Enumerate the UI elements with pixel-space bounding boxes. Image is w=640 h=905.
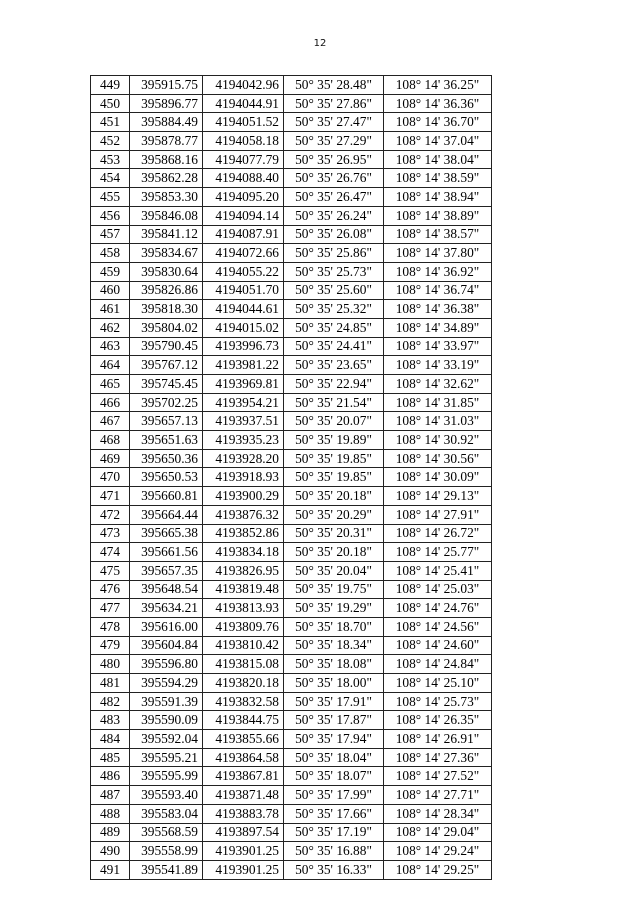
longitude-cell: 108° 14' 27.91" <box>384 505 492 524</box>
northing-cell: 4194058.18 <box>203 132 284 151</box>
table-row <box>91 636 492 655</box>
longitude-cell: 108° 14' 38.59" <box>384 169 492 188</box>
latitude-cell: 50° 35' 22.94" <box>284 375 384 394</box>
table-row <box>91 580 492 599</box>
latitude-cell: 50° 35' 20.04" <box>284 561 384 580</box>
longitude-cell: 108° 14' 30.56" <box>384 449 492 468</box>
easting-cell: 395595.99 <box>130 767 203 786</box>
table-row <box>91 244 492 263</box>
latitude-cell: 50° 35' 19.75" <box>284 580 384 599</box>
longitude-cell: 108° 14' 29.04" <box>384 823 492 842</box>
easting-cell: 395915.75 <box>130 76 203 95</box>
easting-cell: 395558.99 <box>130 842 203 861</box>
northing-cell: 4193935.23 <box>203 431 284 450</box>
longitude-cell: 108° 14' 24.60" <box>384 636 492 655</box>
longitude-cell: 108° 14' 37.04" <box>384 132 492 151</box>
latitude-cell: 50° 35' 20.07" <box>284 412 384 431</box>
easting-cell: 395541.89 <box>130 860 203 879</box>
latitude-cell: 50° 35' 25.32" <box>284 300 384 319</box>
latitude-cell: 50° 35' 26.47" <box>284 188 384 207</box>
point-number-cell: 483 <box>91 711 130 730</box>
northing-cell: 4194094.14 <box>203 206 284 225</box>
point-number-cell: 481 <box>91 674 130 693</box>
northing-cell: 4193852.86 <box>203 524 284 543</box>
latitude-cell: 50° 35' 26.24" <box>284 206 384 225</box>
table-row <box>91 711 492 730</box>
northing-cell: 4193871.48 <box>203 786 284 805</box>
longitude-cell: 108° 14' 36.25" <box>384 76 492 95</box>
table-row <box>91 524 492 543</box>
easting-cell: 395592.04 <box>130 730 203 749</box>
latitude-cell: 50° 35' 19.85" <box>284 468 384 487</box>
table-row <box>91 692 492 711</box>
easting-cell: 395568.59 <box>130 823 203 842</box>
table-row <box>91 599 492 618</box>
easting-cell: 395702.25 <box>130 393 203 412</box>
northing-cell: 4193901.25 <box>203 860 284 879</box>
northing-cell: 4193832.58 <box>203 692 284 711</box>
latitude-cell: 50° 35' 18.70" <box>284 617 384 636</box>
latitude-cell: 50° 35' 20.31" <box>284 524 384 543</box>
easting-cell: 395650.36 <box>130 449 203 468</box>
table-row <box>91 505 492 524</box>
easting-cell: 395862.28 <box>130 169 203 188</box>
latitude-cell: 50° 35' 17.19" <box>284 823 384 842</box>
easting-cell: 395830.64 <box>130 262 203 281</box>
latitude-cell: 50° 35' 20.18" <box>284 487 384 506</box>
table-row <box>91 356 492 375</box>
latitude-cell: 50° 35' 26.08" <box>284 225 384 244</box>
northing-cell: 4194051.70 <box>203 281 284 300</box>
longitude-cell: 108° 14' 24.84" <box>384 655 492 674</box>
latitude-cell: 50° 35' 20.18" <box>284 543 384 562</box>
point-number-cell: 450 <box>91 94 130 113</box>
northing-cell: 4193815.08 <box>203 655 284 674</box>
easting-cell: 395818.30 <box>130 300 203 319</box>
northing-cell: 4194051.52 <box>203 113 284 132</box>
latitude-cell: 50° 35' 26.95" <box>284 150 384 169</box>
latitude-cell: 50° 35' 19.89" <box>284 431 384 450</box>
latitude-cell: 50° 35' 21.54" <box>284 393 384 412</box>
latitude-cell: 50° 35' 25.60" <box>284 281 384 300</box>
point-number-cell: 467 <box>91 412 130 431</box>
table-row <box>91 318 492 337</box>
longitude-cell: 108° 14' 27.52" <box>384 767 492 786</box>
point-number-cell: 468 <box>91 431 130 450</box>
longitude-cell: 108° 14' 27.71" <box>384 786 492 805</box>
point-number-cell: 487 <box>91 786 130 805</box>
page-number: 12 <box>313 38 327 49</box>
longitude-cell: 108° 14' 33.97" <box>384 337 492 356</box>
latitude-cell: 50° 35' 18.08" <box>284 655 384 674</box>
latitude-cell: 50° 35' 17.91" <box>284 692 384 711</box>
easting-cell: 395745.45 <box>130 375 203 394</box>
table-row <box>91 225 492 244</box>
latitude-cell: 50° 35' 23.65" <box>284 356 384 375</box>
point-number-cell: 455 <box>91 188 130 207</box>
northing-cell: 4193900.29 <box>203 487 284 506</box>
table-row <box>91 543 492 562</box>
table-row <box>91 262 492 281</box>
table-row <box>91 655 492 674</box>
table-row <box>91 617 492 636</box>
point-number-cell: 462 <box>91 318 130 337</box>
latitude-cell: 50° 35' 25.86" <box>284 244 384 263</box>
table-row <box>91 113 492 132</box>
point-number-cell: 449 <box>91 76 130 95</box>
easting-cell: 395884.49 <box>130 113 203 132</box>
northing-cell: 4194042.96 <box>203 76 284 95</box>
easting-cell: 395593.40 <box>130 786 203 805</box>
table-row <box>91 300 492 319</box>
longitude-cell: 108° 14' 25.10" <box>384 674 492 693</box>
northing-cell: 4193883.78 <box>203 804 284 823</box>
northing-cell: 4193981.22 <box>203 356 284 375</box>
easting-cell: 395664.44 <box>130 505 203 524</box>
latitude-cell: 50° 35' 20.29" <box>284 505 384 524</box>
table-row <box>91 449 492 468</box>
northing-cell: 4194095.20 <box>203 188 284 207</box>
northing-cell: 4193954.21 <box>203 393 284 412</box>
coordinates-table <box>90 75 492 880</box>
easting-cell: 395868.16 <box>130 150 203 169</box>
point-number-cell: 482 <box>91 692 130 711</box>
longitude-cell: 108° 14' 25.77" <box>384 543 492 562</box>
latitude-cell: 50° 35' 24.41" <box>284 337 384 356</box>
table-row <box>91 674 492 693</box>
northing-cell: 4193813.93 <box>203 599 284 618</box>
longitude-cell: 108° 14' 27.36" <box>384 748 492 767</box>
latitude-cell: 50° 35' 28.48" <box>284 76 384 95</box>
longitude-cell: 108° 14' 29.25" <box>384 860 492 879</box>
table-row <box>91 412 492 431</box>
easting-cell: 395665.38 <box>130 524 203 543</box>
point-number-cell: 476 <box>91 580 130 599</box>
table-row <box>91 786 492 805</box>
point-number-cell: 490 <box>91 842 130 861</box>
point-number-cell: 458 <box>91 244 130 263</box>
northing-cell: 4193937.51 <box>203 412 284 431</box>
longitude-cell: 108° 14' 25.03" <box>384 580 492 599</box>
point-number-cell: 466 <box>91 393 130 412</box>
point-number-cell: 463 <box>91 337 130 356</box>
easting-cell: 395590.09 <box>130 711 203 730</box>
northing-cell: 4194044.91 <box>203 94 284 113</box>
northing-cell: 4193820.18 <box>203 674 284 693</box>
point-number-cell: 480 <box>91 655 130 674</box>
table-row <box>91 188 492 207</box>
latitude-cell: 50° 35' 18.04" <box>284 748 384 767</box>
easting-cell: 395583.04 <box>130 804 203 823</box>
table-row <box>91 730 492 749</box>
northing-cell: 4194044.61 <box>203 300 284 319</box>
point-number-cell: 489 <box>91 823 130 842</box>
longitude-cell: 108° 14' 30.09" <box>384 468 492 487</box>
point-number-cell: 474 <box>91 543 130 562</box>
easting-cell: 395896.77 <box>130 94 203 113</box>
easting-cell: 395648.54 <box>130 580 203 599</box>
easting-cell: 395846.08 <box>130 206 203 225</box>
longitude-cell: 108° 14' 26.35" <box>384 711 492 730</box>
point-number-cell: 478 <box>91 617 130 636</box>
latitude-cell: 50° 35' 27.86" <box>284 94 384 113</box>
easting-cell: 395650.53 <box>130 468 203 487</box>
table-row <box>91 337 492 356</box>
longitude-cell: 108° 14' 24.56" <box>384 617 492 636</box>
point-number-cell: 475 <box>91 561 130 580</box>
table-row <box>91 150 492 169</box>
point-number-cell: 491 <box>91 860 130 879</box>
longitude-cell: 108° 14' 33.19" <box>384 356 492 375</box>
point-number-cell: 469 <box>91 449 130 468</box>
point-number-cell: 464 <box>91 356 130 375</box>
latitude-cell: 50° 35' 18.34" <box>284 636 384 655</box>
latitude-cell: 50° 35' 24.85" <box>284 318 384 337</box>
northing-cell: 4194087.91 <box>203 225 284 244</box>
longitude-cell: 108° 14' 31.85" <box>384 393 492 412</box>
easting-cell: 395661.56 <box>130 543 203 562</box>
table-row <box>91 132 492 151</box>
longitude-cell: 108° 14' 29.24" <box>384 842 492 861</box>
northing-cell: 4193864.58 <box>203 748 284 767</box>
easting-cell: 395853.30 <box>130 188 203 207</box>
easting-cell: 395834.67 <box>130 244 203 263</box>
latitude-cell: 50° 35' 26.76" <box>284 169 384 188</box>
longitude-cell: 108° 14' 38.57" <box>384 225 492 244</box>
easting-cell: 395804.02 <box>130 318 203 337</box>
northing-cell: 4194088.40 <box>203 169 284 188</box>
point-number-cell: 471 <box>91 487 130 506</box>
longitude-cell: 108° 14' 26.91" <box>384 730 492 749</box>
point-number-cell: 479 <box>91 636 130 655</box>
table-row <box>91 375 492 394</box>
northing-cell: 4193901.25 <box>203 842 284 861</box>
northing-cell: 4193855.66 <box>203 730 284 749</box>
easting-cell: 395595.21 <box>130 748 203 767</box>
northing-cell: 4193928.20 <box>203 449 284 468</box>
table-row <box>91 561 492 580</box>
northing-cell: 4193819.48 <box>203 580 284 599</box>
point-number-cell: 472 <box>91 505 130 524</box>
latitude-cell: 50° 35' 19.85" <box>284 449 384 468</box>
table-row <box>91 468 492 487</box>
easting-cell: 395657.35 <box>130 561 203 580</box>
easting-cell: 395594.29 <box>130 674 203 693</box>
latitude-cell: 50° 35' 17.66" <box>284 804 384 823</box>
latitude-cell: 50° 35' 19.29" <box>284 599 384 618</box>
northing-cell: 4193844.75 <box>203 711 284 730</box>
latitude-cell: 50° 35' 16.88" <box>284 842 384 861</box>
latitude-cell: 50° 35' 27.29" <box>284 132 384 151</box>
point-number-cell: 453 <box>91 150 130 169</box>
point-number-cell: 454 <box>91 169 130 188</box>
point-number-cell: 460 <box>91 281 130 300</box>
latitude-cell: 50° 35' 17.94" <box>284 730 384 749</box>
longitude-cell: 108° 14' 31.03" <box>384 412 492 431</box>
longitude-cell: 108° 14' 38.89" <box>384 206 492 225</box>
point-number-cell: 461 <box>91 300 130 319</box>
point-number-cell: 459 <box>91 262 130 281</box>
longitude-cell: 108° 14' 32.62" <box>384 375 492 394</box>
point-number-cell: 452 <box>91 132 130 151</box>
table-row <box>91 823 492 842</box>
table-row <box>91 206 492 225</box>
table-row <box>91 748 492 767</box>
point-number-cell: 451 <box>91 113 130 132</box>
table-row <box>91 393 492 412</box>
point-number-cell: 486 <box>91 767 130 786</box>
table-row <box>91 487 492 506</box>
latitude-cell: 50° 35' 18.07" <box>284 767 384 786</box>
easting-cell: 395767.12 <box>130 356 203 375</box>
longitude-cell: 108° 14' 36.38" <box>384 300 492 319</box>
point-number-cell: 457 <box>91 225 130 244</box>
coordinates-table-body <box>91 76 492 880</box>
latitude-cell: 50° 35' 27.47" <box>284 113 384 132</box>
easting-cell: 395841.12 <box>130 225 203 244</box>
table-row <box>91 94 492 113</box>
northing-cell: 4194072.66 <box>203 244 284 263</box>
point-number-cell: 470 <box>91 468 130 487</box>
table-row <box>91 804 492 823</box>
easting-cell: 395878.77 <box>130 132 203 151</box>
latitude-cell: 50° 35' 17.87" <box>284 711 384 730</box>
northing-cell: 4193867.81 <box>203 767 284 786</box>
easting-cell: 395826.86 <box>130 281 203 300</box>
table-row <box>91 431 492 450</box>
northing-cell: 4193969.81 <box>203 375 284 394</box>
point-number-cell: 456 <box>91 206 130 225</box>
point-number-cell: 477 <box>91 599 130 618</box>
table-row <box>91 767 492 786</box>
table-row <box>91 281 492 300</box>
table-row <box>91 860 492 879</box>
northing-cell: 4193809.76 <box>203 617 284 636</box>
longitude-cell: 108° 14' 34.89" <box>384 318 492 337</box>
table-row <box>91 169 492 188</box>
northing-cell: 4193826.95 <box>203 561 284 580</box>
longitude-cell: 108° 14' 36.36" <box>384 94 492 113</box>
longitude-cell: 108° 14' 30.92" <box>384 431 492 450</box>
easting-cell: 395596.80 <box>130 655 203 674</box>
longitude-cell: 108° 14' 26.72" <box>384 524 492 543</box>
longitude-cell: 108° 14' 36.70" <box>384 113 492 132</box>
northing-cell: 4194015.02 <box>203 318 284 337</box>
easting-cell: 395616.00 <box>130 617 203 636</box>
northing-cell: 4193996.73 <box>203 337 284 356</box>
latitude-cell: 50° 35' 25.73" <box>284 262 384 281</box>
easting-cell: 395790.45 <box>130 337 203 356</box>
easting-cell: 395604.84 <box>130 636 203 655</box>
northing-cell: 4193810.42 <box>203 636 284 655</box>
longitude-cell: 108° 14' 38.94" <box>384 188 492 207</box>
table-row <box>91 76 492 95</box>
longitude-cell: 108° 14' 29.13" <box>384 487 492 506</box>
easting-cell: 395660.81 <box>130 487 203 506</box>
latitude-cell: 50° 35' 18.00" <box>284 674 384 693</box>
point-number-cell: 484 <box>91 730 130 749</box>
point-number-cell: 488 <box>91 804 130 823</box>
easting-cell: 395657.13 <box>130 412 203 431</box>
longitude-cell: 108° 14' 28.34" <box>384 804 492 823</box>
northing-cell: 4193834.18 <box>203 543 284 562</box>
northing-cell: 4193897.54 <box>203 823 284 842</box>
easting-cell: 395591.39 <box>130 692 203 711</box>
longitude-cell: 108° 14' 38.04" <box>384 150 492 169</box>
northing-cell: 4193876.32 <box>203 505 284 524</box>
longitude-cell: 108° 14' 24.76" <box>384 599 492 618</box>
latitude-cell: 50° 35' 17.99" <box>284 786 384 805</box>
table-row <box>91 842 492 861</box>
point-number-cell: 465 <box>91 375 130 394</box>
northing-cell: 4194077.79 <box>203 150 284 169</box>
point-number-cell: 485 <box>91 748 130 767</box>
northing-cell: 4193918.93 <box>203 468 284 487</box>
longitude-cell: 108° 14' 37.80" <box>384 244 492 263</box>
latitude-cell: 50° 35' 16.33" <box>284 860 384 879</box>
easting-cell: 395634.21 <box>130 599 203 618</box>
northing-cell: 4194055.22 <box>203 262 284 281</box>
point-number-cell: 473 <box>91 524 130 543</box>
longitude-cell: 108° 14' 25.41" <box>384 561 492 580</box>
longitude-cell: 108° 14' 36.74" <box>384 281 492 300</box>
longitude-cell: 108° 14' 36.92" <box>384 262 492 281</box>
longitude-cell: 108° 14' 25.73" <box>384 692 492 711</box>
easting-cell: 395651.63 <box>130 431 203 450</box>
